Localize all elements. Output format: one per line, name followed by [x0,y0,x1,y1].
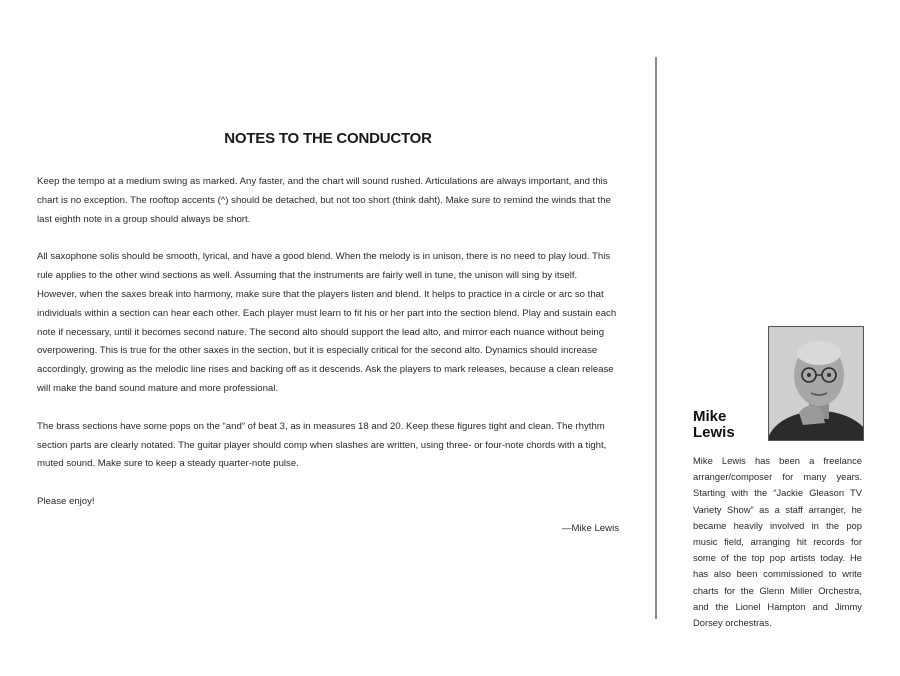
notes-paragraph-saxophones: All saxophone solis should be smooth, lyrical, and have a good blend. When the melody is in unison, there is no need to play loud. This rule applies to the other wind sections as well. Assuming that the instruments are fairly well in tune, the unison will sing by itself. However, when the saxes break into harmony, make sure that the players listen and blend. It helps to practice in a circle or arc so that individuals within a section can hear each other. Each player must learn to fit his or her part into the section blend. Play and sustain each note if necessary, until it becomes second nature. The second alto should support the lead alto, and mirror each nuance without being overpowering. This is true for the other saxes in the section, but it is especially critical for the second alto. Dynamics should increase accordingly, growing as the melodic line rises and backing off as it descends. Ask the players to mark releases, because a clean release will make the band sound mature and more professional. [37,251,617,394]
bio-text: Mike Lewis has been a freelance arranger/composer for many years. Starting with the “Jackie Gleason TV Variety Show” as a staff arranger, he became heavily involved in the pop music field, arranging hit records for some of the top pop artists today. He has also been commissioned to write charts for the Glenn Miller Orchestra, and the Lionel Hampton and Jimmy Dorsey orchestras. [693,455,862,629]
notes-title: NOTES TO THE CONDUCTOR [224,130,432,147]
notes-paragraph-tempo: Keep the tempo at a medium swing as marked. Any faster, and the chart will sound rushed. Articulations are always important, and this chart is no exception. The rooftop accents (^) should be detached, but not too short (think daht). Make sure to remind the winds that the last eighth note in a group should always be short. [37,176,611,225]
conductor-notes [37,130,619,534]
notes-paragraph-closing: Please enjoy! [37,496,95,508]
author-portrait-image [769,327,863,440]
column-divider [655,57,657,619]
bio-author-name [693,409,735,441]
bio-first-name: Mike [693,408,727,425]
notes-signature: —Mike Lewis [561,522,619,534]
author-photo [768,326,864,441]
notes-paragraph-brass-rhythm: The brass sections have some pops on the “and” of beat 3, as in measures 18 and 20. Keep these figures tight and clean. The rhythm section parts are clearly notated. The guitar player should comp when slashes are written, using three- or four-note chords with a tight, muted sound. Make sure to keep a steady quarter-note pulse. [37,420,607,470]
bio-last-name: Lewis [693,424,735,441]
